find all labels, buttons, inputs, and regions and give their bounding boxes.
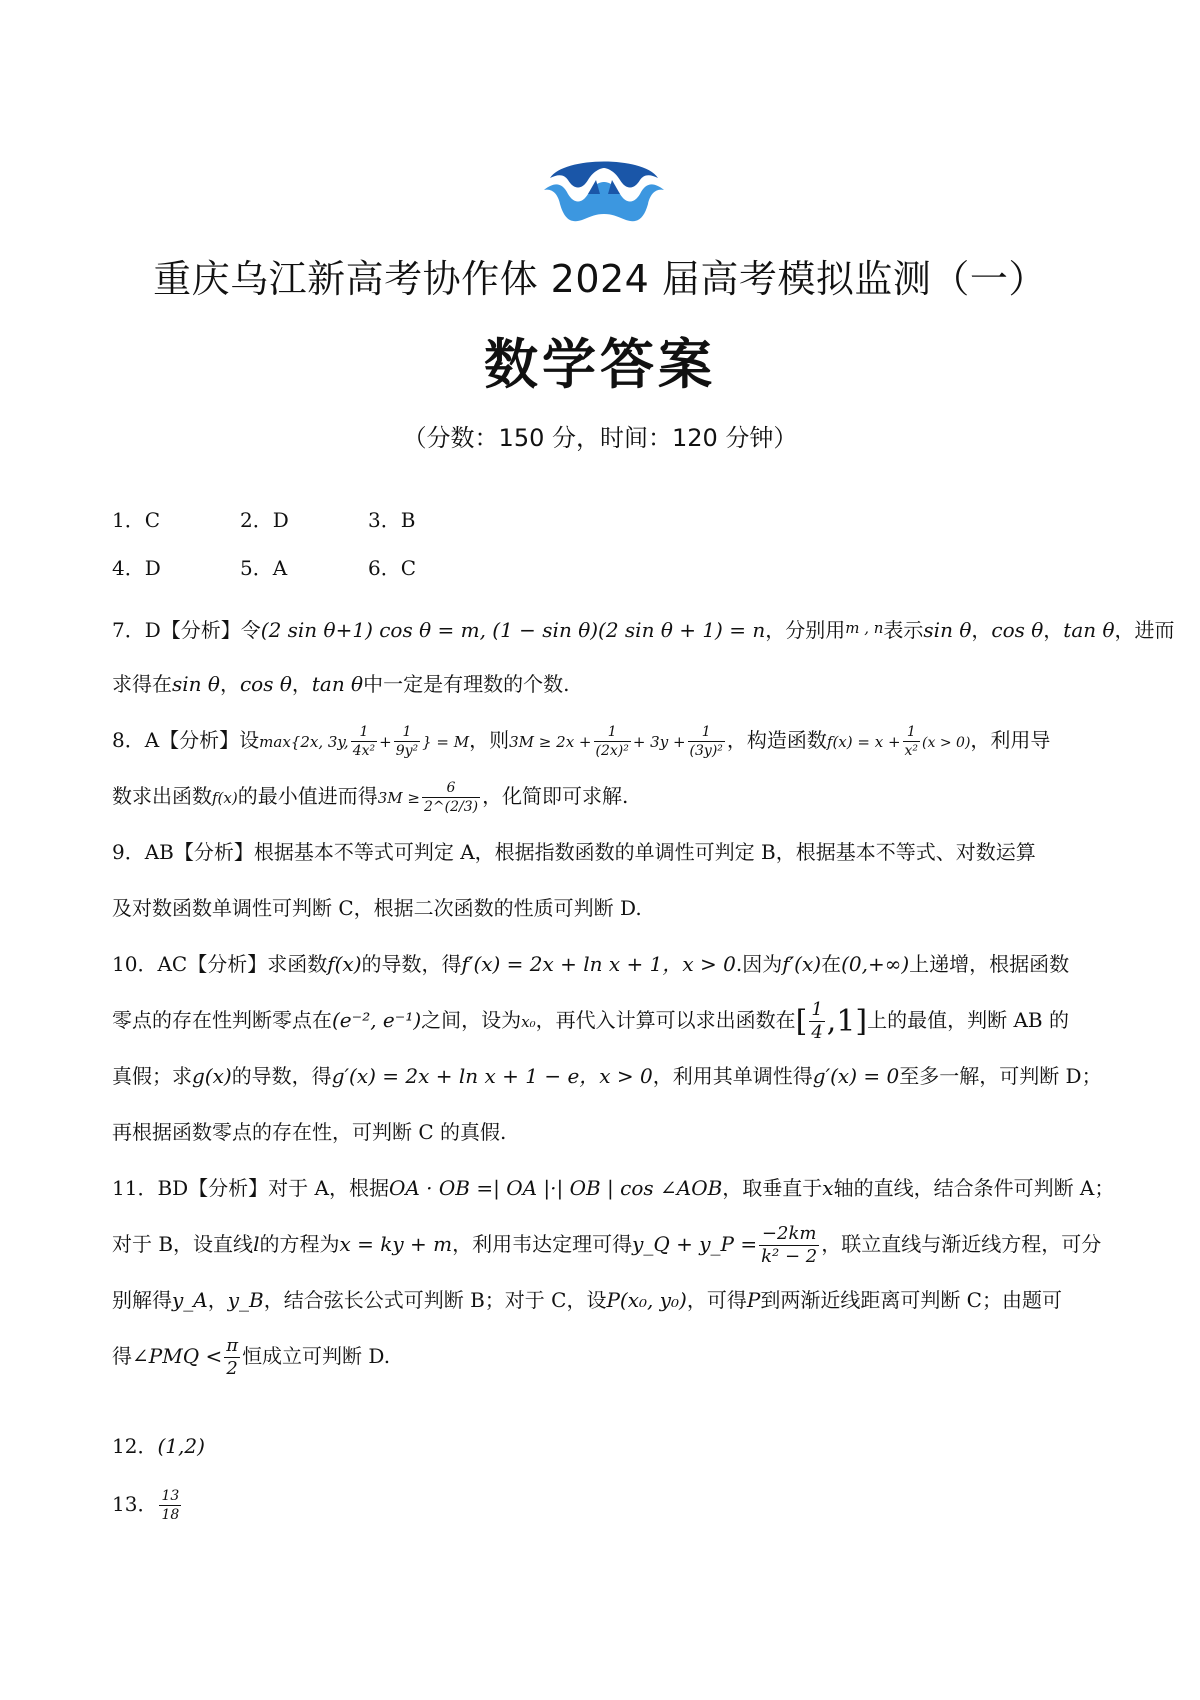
subject-title: 数学答案 [484,333,716,396]
question-7 [112,600,1175,712]
answer-row [112,504,496,552]
question-10 [112,936,1102,1160]
question-11 [112,1160,1115,1384]
answer-row [112,552,496,600]
text-line: 对于 B，设直线l的方程为x = ky + m，利用韦达定理可得y_Q + y_P = $\frac{-2km}{\text{k² − 2}}$ ，联立直线与渐近线方程，可分 [112,1223,1102,1267]
question-8 [112,712,1102,824]
question-13: 13． $\frac{13}{18}$ [112,1488,180,1523]
text-line: 求得在sin θ，cos θ，tan θ中一定是有理数的个数. [112,672,570,696]
answer-item: 2．D [240,508,289,532]
choice-answers [112,504,496,600]
text-line: 数求出函数f(x)的最小值进而得3M ≥ $\frac{6}{2\^{}(2/3)}$ ，化简即可求解. [112,780,629,815]
text-line: 8．A【分析】设max{2x, 3y, $\frac{1}{\text{4x²}}$ + $\frac{1}{\text{9y²}}$ } = M，则3M ≥ 2x + $\frac{1}{\text{(2x)²}}$ + 3y + $\frac{1}{\text{(3y)²}}$ ，构造函数f(x) = x + $\frac{1}{\text{x²}}$ (x > 0)，利用导 [112,724,1051,759]
text-line: 再根据函数零点的存在性，可判断 C 的真假. [112,1120,507,1144]
text-line: 零点的存在性判断零点在(e⁻², e⁻¹)之间，设为x₀，再代入计算可以求出函数在[ $\frac{1}{4}$ ,1]上的最值，判断 AB 的 [112,999,1069,1043]
exam-title: 重庆乌江新高考协作体 2024 届高考模拟监测（一） [153,257,1047,301]
answer-item: 3．B [368,508,416,532]
text-line: 别解得y_A，y_B，结合弦长公式可判断 B；对于 C，设P(x₀, y₀)，可得P到两渐近线距离可判断 C；由题可 [112,1288,1062,1312]
question-9 [112,824,1102,936]
text-line: 真假；求g(x)的导数，得g′(x) = 2x + ln x + 1 − e，x > 0，利用其单调性得g′(x) = 0至多一解，可判断 D； [112,1064,1102,1088]
text-line: 9．AB【分析】根据基本不等式可判定 A，根据指数函数的单调性可判定 B，根据基本不等式、对数运算 [112,840,1036,864]
text-line: 7．D【分析】令(2 sin θ+1) cos θ = m, (1 − sin θ)(2 sin θ + 1) = n，分别用$^{m , n}$表示sin θ，cos θ，tan θ，进而 [112,618,1175,642]
wujiang-logo-icon [544,150,664,238]
question-12: 12．(1,2) [112,1434,205,1458]
answer-item: 1．C [112,508,161,532]
text-line: 11．BD【分析】对于 A，根据OA · OB =| OA |·| OB | cos ∠AOB，取垂直于x轴的直线，结合条件可判断 A； [112,1176,1115,1200]
text-line: 及对数函数单调性可判断 C，根据二次函数的性质可判断 D. [112,896,642,920]
answer-item: 6．C [368,556,417,580]
text-line: 得∠PMQ < $\frac{\pi}{2}$ 恒成立可判断 D. [112,1335,391,1379]
analysis-section [112,600,1175,1384]
text-line: 10．AC【分析】求函数f(x)的导数，得f′(x) = 2x + ln x + 1，x > 0.因为f′(x)在(0,+∞)上递增，根据函数 [112,952,1070,976]
answer-item: 4．D [112,556,161,580]
score-time-info: （分数：150 分，时间：120 分钟） [402,424,798,452]
answer-item: 5．A [240,556,288,580]
